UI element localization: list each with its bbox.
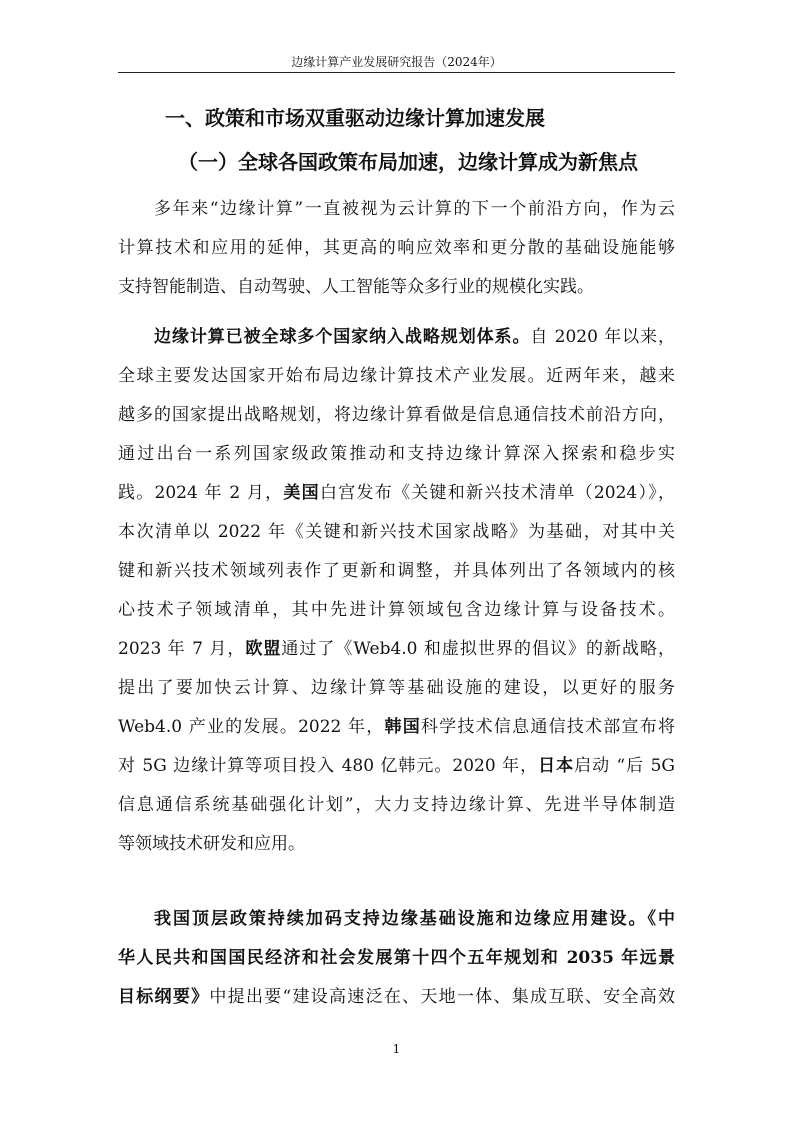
- bold-lead-sentence: 边缘计算已被全球多个国家纳入战略规划体系。: [154, 327, 531, 347]
- paragraph-line: 华人民共和国国民经济和社会发展第十四个五年规划和 2035 年远景: [118, 948, 675, 968]
- paragraph-line: 信息通信系统基础强化计划”，大力支持边缘计算、先进半导体制造: [118, 795, 675, 815]
- bold-doc-title: 目标纲要》: [118, 987, 210, 1007]
- country-korea: 韩国: [384, 717, 421, 737]
- paragraph-line: [118, 708, 675, 747]
- paragraph-line: [118, 318, 675, 357]
- running-header: 边缘计算产业发展研究报告（2024年）: [291, 55, 502, 69]
- paragraph-line: [118, 474, 675, 513]
- country-japan: 日本: [538, 756, 575, 776]
- subsection-heading: （一）全球各国政策布局加速，边缘计算成为新焦点: [178, 150, 638, 174]
- text-run: 通过了《Web4.0 和虚拟世界的倡议》的新战略，: [281, 639, 675, 659]
- paragraph-line: 心技术子领域清单，其中先进计算领域包含边缘计算与设备技术。: [118, 600, 675, 620]
- paragraph-line: 我国顶层政策持续加码支持边缘基础设施和边缘应用建设。《中: [154, 909, 675, 929]
- paragraph-1: [118, 190, 675, 307]
- paragraph-line: 通过出台一系列国家级政策推动和支持边缘计算深入探索和稳步实: [118, 444, 675, 464]
- paragraph-line: [118, 978, 675, 1017]
- paragraph-line: 提出了要加快云计算、边缘计算等基础设施的建设，以更好的服务: [118, 678, 675, 698]
- paragraph-3: [118, 900, 675, 1017]
- paragraph-line: 本次清单以 2022 年《关键和新兴技术国家战略》为基础，对其中关: [118, 522, 675, 542]
- section-heading: 一、政策和市场双重驱动边缘计算加速发展: [165, 106, 545, 130]
- paragraph-2: [118, 318, 675, 864]
- country-usa: 美国: [283, 483, 320, 503]
- text-run: Web4.0 产业的发展。2022 年，: [118, 717, 385, 737]
- text-run: 启动 “后 5G: [574, 756, 675, 776]
- paragraph-line: [118, 630, 675, 669]
- page-number: 1: [392, 1042, 401, 1056]
- paragraph-line: 支持智能制造、自动驾驶、人工智能等众多行业的规模化实践。: [118, 277, 594, 297]
- paragraph-line: 等领域技术研发和应用。: [118, 834, 305, 854]
- paragraph-line: 多年来“边缘计算”一直被视为云计算的下一个前沿方向，作为云: [154, 199, 675, 219]
- text-run: 对 5G 边缘计算等项目投入 480 亿韩元。2020 年，: [118, 756, 539, 776]
- text-run: 践。2024 年 2 月，: [118, 483, 284, 503]
- paragraph-line: [118, 747, 675, 786]
- text-run: 2023 年 7 月，: [118, 639, 246, 659]
- text-run: 自 2020 年以来，: [530, 327, 675, 347]
- paragraph-line: 越多的国家提出战略规划，将边缘计算看做是信息通信技术前沿方向，: [118, 405, 675, 425]
- country-eu: 欧盟: [245, 639, 282, 659]
- header-rule: [118, 72, 675, 73]
- text-run: 白宫发布《关键和新兴技术清单（2024）》，: [319, 483, 675, 503]
- paragraph-line: 键和新兴技术领域列表作了更新和调整，并具体列出了各领域内的核: [118, 561, 675, 581]
- paragraph-line: 全球主要发达国家开始布局边缘计算技术产业发展。近两年来，越来: [118, 366, 675, 386]
- text-run: 科学技术信息通信技术部宣布将: [420, 717, 675, 737]
- text-run: 中提出要“建设高速泛在、天地一体、集成互联、安全高效: [209, 987, 675, 1007]
- paragraph-line: 计算技术和应用的延伸，其更高的响应效率和更分散的基础设施能够: [118, 238, 675, 258]
